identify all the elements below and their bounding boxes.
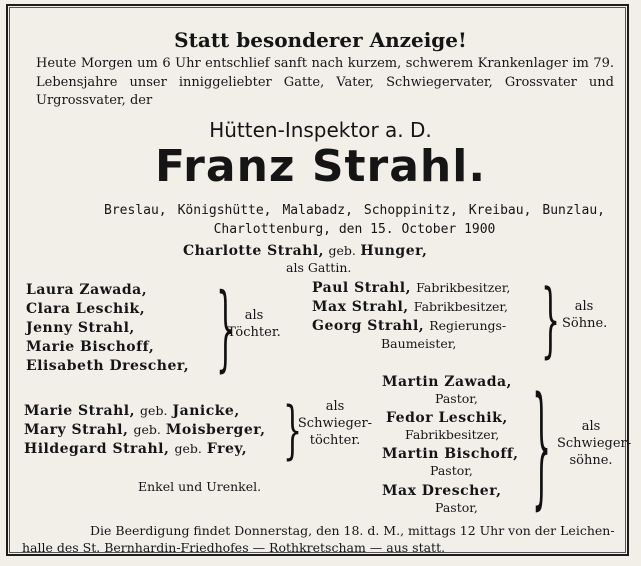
intro-text: Heute Morgen um 6 Uhr entschlief sanft nach kurzem, schwerem Krankenlager im 79. Lebensjahre unser inniggeliebter Gatte, Vater, Schwiegervater, Grossvater und Urgrossvater, der (36, 56, 614, 108)
widow-name: Charlotte Strahl, (183, 243, 325, 259)
dil-birth-prefix: geb. (140, 403, 168, 418)
sons-in-law-brace: } (532, 372, 552, 526)
label-line: töchter. (309, 433, 361, 448)
son-row (312, 298, 508, 314)
funeral-line: Die Beerdigung findet Donnerstag, den 18. d. M., mittags 12 Uhr von der Leichen- (90, 523, 615, 538)
daughters-brace: } (216, 276, 236, 385)
son-detail: Fabrikbesitzer, (413, 299, 509, 314)
sons-label (562, 298, 606, 332)
widow-birth-name: Hunger, (360, 243, 428, 259)
label-line: Söhne. (562, 316, 608, 331)
son-row (312, 279, 510, 295)
daughter-name: Marie Bischoff, (26, 339, 155, 355)
daughters-in-law-brace: } (283, 395, 303, 469)
son-name: Paul Strahl, (312, 280, 411, 296)
dil-birth-name: Frey, (206, 441, 248, 457)
sil-name: Martin Zawada, (382, 374, 512, 390)
son-row (312, 317, 506, 333)
dil-birth-prefix: geb. (174, 441, 202, 456)
sons-brace: } (541, 274, 561, 369)
daughter-name: Elisabeth Drescher, (26, 358, 190, 374)
label-line: Schwieger- (557, 436, 632, 451)
sil-name: Max Drescher, (382, 483, 502, 499)
places-and-date: Breslau, Königshütte, Malabadz, Schoppinitz, Kreibau, Bunzlau, Charlottenburg, den 15. October 1900 (104, 203, 605, 237)
grandchildren-line: Enkel und Urenkel. (138, 479, 262, 494)
dil-birth-name: Moisberger, (165, 422, 266, 438)
daughter-in-law-row (24, 402, 240, 418)
label-line: Töchter. (227, 325, 281, 340)
dil-birth-prefix: geb. (133, 422, 161, 437)
sons-in-law-label (557, 418, 632, 469)
son-detail-continued: Baumeister, (381, 336, 457, 351)
son-detail: Regierungs- (429, 318, 507, 333)
daughter-in-law-row (24, 421, 265, 437)
son-name: Georg Strahl, (312, 318, 425, 334)
dil-birth-name: Janicke, (172, 403, 240, 419)
label-line: Schwieger- (297, 416, 373, 431)
deceased-name: Franz Strahl. (154, 141, 487, 192)
sil-role: Pastor, (435, 500, 478, 515)
daughter-in-law-row (24, 440, 247, 456)
funeral-line: halle des St. Bernhardin-Friedhofes — Rothkretscham — aus statt. (22, 540, 446, 555)
label-line: als (574, 299, 594, 314)
label-line: als (581, 419, 601, 434)
label-line: als (244, 308, 264, 323)
daughters-in-law-label (296, 398, 374, 449)
sil-role: Fabrikbesitzer, (405, 427, 500, 442)
widow-line (183, 244, 427, 258)
daughter-name: Clara Leschik, (26, 301, 146, 317)
deceased-rank: Hütten-Inspektor a. D. (209, 118, 432, 142)
sil-name: Fedor Leschik, (386, 410, 508, 426)
dil-name: Mary Strahl, (24, 422, 129, 438)
label-line: söhne. (569, 453, 613, 468)
sil-role: Pastor, (435, 391, 478, 406)
dil-name: Marie Strahl, (24, 403, 135, 419)
sil-role: Pastor, (430, 463, 473, 478)
daughters-label (224, 307, 284, 341)
sil-name: Martin Bischoff, (382, 446, 519, 462)
daughter-name: Laura Zawada, (26, 282, 148, 298)
label-line: als (325, 399, 345, 414)
son-name: Max Strahl, (312, 299, 409, 315)
daughter-name: Jenny Strahl, (26, 320, 135, 336)
widow-birth-prefix: geb. (328, 243, 356, 258)
notice-title: Statt besonderer Anzeige! (174, 28, 467, 52)
widow-role: als Gattin. (286, 260, 352, 275)
son-detail: Fabrikbesitzer, (416, 280, 511, 295)
dil-name: Hildegard Strahl, (24, 441, 170, 457)
